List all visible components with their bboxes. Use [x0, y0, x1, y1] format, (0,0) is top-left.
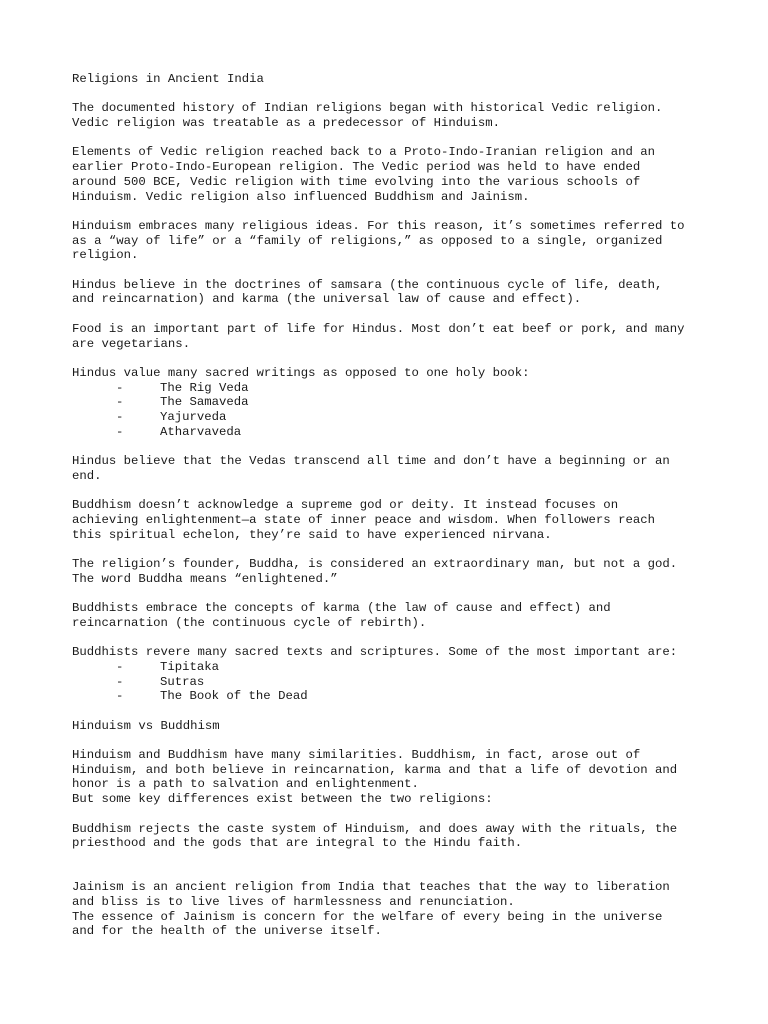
list-bullet: -: [116, 689, 124, 704]
list-item-text: Yajurveda: [160, 410, 227, 425]
list-item: [72, 689, 712, 704]
paragraph-sacred-writings: Hindus value many sacred writings as opposed to one holy book:: [72, 365, 530, 380]
list-item: [72, 395, 712, 410]
paragraph-vedic-elements: Elements of Vedic religion reached back to a Proto-Indo-Iranian religion and an earlier Proto-Indo-European religion. The Vedic period was held to have ended around 500 BCE, Vedic religion with time evolving into the various schools of Hinduism. Vedic religion also influenced Buddhism and Jainism.: [72, 145, 655, 204]
list-buddhist-texts: [72, 660, 712, 704]
list-item-text: The Rig Veda: [160, 380, 249, 395]
list-item-text: Tipitaka: [160, 659, 220, 674]
paragraph-buddha-founder: The religion’s founder, Buddha, is considered an extraordinary man, but not a god. The word Buddha means “enlightened.”: [72, 557, 678, 586]
list-item: [72, 410, 712, 425]
document-title: Religions in Ancient India: [72, 72, 264, 86]
list-item-text: The Book of the Dead: [160, 689, 308, 704]
paragraph-caste-system: Buddhism rejects the caste system of Hinduism, and does away with the rituals, the priesthood and the gods that are integral to the Hindu faith.: [72, 821, 678, 851]
paragraph-similarities: Hinduism and Buddhism have many similarities. Buddhism, in fact, arose out of Hinduism, and both believe in reincarnation, karma and that a life of devotion and honor is a path to salvation and enlightenment. But some key differences exist between the two religions:: [72, 748, 678, 807]
paragraph-vedas-transcend: Hindus believe that the Vedas transcend all time and don’t have a beginning or an end.: [72, 454, 670, 483]
paragraph-vedic-history: The documented history of Indian religions began with historical Vedic religion. Vedic religion was treatable as a predecessor of Hinduism.: [72, 101, 663, 131]
list-item: [72, 381, 712, 396]
list-item: [72, 660, 712, 675]
list-item-text: Sutras: [160, 674, 205, 689]
list-item: [72, 675, 712, 690]
paragraph-buddhist-karma: Buddhists embrace the concepts of karma (the law of cause and effect) and reincarnation (the continuous cycle of rebirth).: [72, 601, 611, 630]
list-bullet: -: [116, 380, 124, 395]
list-bullet: -: [116, 395, 124, 410]
paragraph-jainism: Jainism is an ancient religion from India that teaches that the way to liberation and bliss is to live lives of harmlessness and renunciation. The essence of Jainism is concern for the welfare of every being in the universe and for the health of the universe itself.: [72, 880, 670, 939]
list-vedas: [72, 381, 712, 440]
paragraph-buddhism-enlightenment: Buddhism doesn’t acknowledge a supreme god or deity. It instead focuses on achieving enlightenment—a state of inner peace and wisdom. When followers reach this spiritual echelon, they’re said to have experienced nirvana.: [72, 498, 655, 542]
paragraph-samsara-karma: Hindus believe in the doctrines of samsara (the continuous cycle of life, death, and reincarnation) and karma (the universal law of cause and effect).: [72, 277, 663, 307]
section-heading-hinduism-vs-buddhism: Hinduism vs Buddhism: [72, 718, 220, 733]
list-bullet: -: [116, 659, 124, 674]
paragraph-hinduism-ideas: Hinduism embraces many religious ideas. For this reason, it’s sometimes referred to as a “way of life” or a “family of religions,” as opposed to a single, organized religion.: [72, 218, 685, 263]
list-bullet: -: [116, 424, 124, 439]
list-item-text: The Samaveda: [160, 395, 249, 410]
paragraph-hindu-food: Food is an important part of life for Hindus. Most don’t eat beef or pork, and many are vegetarians.: [72, 321, 685, 351]
blank-line: [72, 866, 712, 881]
document-page: [72, 72, 712, 954]
list-item-text: Atharvaveda: [160, 424, 242, 439]
list-bullet: -: [116, 410, 124, 425]
paragraph-buddhist-texts: Buddhists revere many sacred texts and scriptures. Some of the most important are:: [72, 645, 678, 660]
list-item: [72, 425, 712, 440]
list-bullet: -: [116, 674, 124, 689]
